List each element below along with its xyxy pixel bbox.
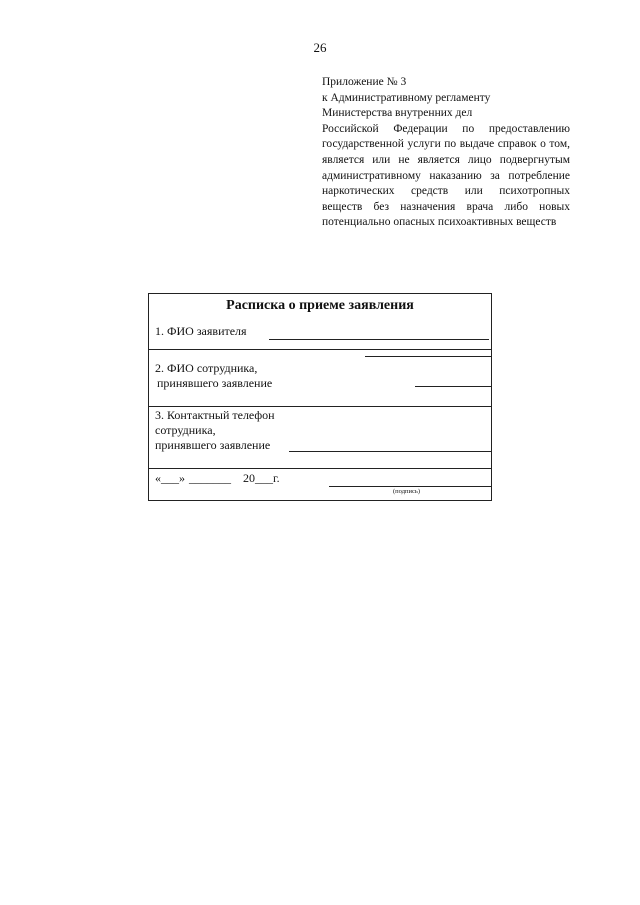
- signature-caption: (подпись): [393, 488, 420, 495]
- field-divider: [149, 349, 491, 350]
- date-month[interactable]: _______: [189, 471, 231, 485]
- receipt-form: [148, 293, 492, 501]
- field-divider: [149, 406, 491, 407]
- page-number: 26: [313, 40, 327, 55]
- applicant-name-line[interactable]: [269, 339, 489, 340]
- appendix-body-text: Российской Федерации по предоставлению государственной услуги по выдаче справок о том, является или не является лицо подвергнутым административному наказанию за потребление наркотических средств или психотропных веществ без назначения врача либо новых потенциально опасных психоактивных веществ: [322, 122, 570, 229]
- date-day[interactable]: «___»: [155, 471, 185, 485]
- appendix-title: Приложение № 3: [322, 76, 407, 88]
- employee-phone-line[interactable]: [289, 451, 491, 452]
- employee-name-label-2: принявшего заявление: [157, 376, 273, 390]
- employee-phone-label-2: сотрудника,: [155, 423, 216, 437]
- employee-name-line-bottom[interactable]: [415, 386, 491, 387]
- employee-phone-label-3: принявшего заявление: [155, 438, 271, 452]
- employee-name-line-top[interactable]: [365, 356, 491, 357]
- field-divider: [149, 468, 491, 469]
- employee-name-label-1: 2. ФИО сотрудника,: [155, 361, 258, 375]
- employee-phone-label-1: 3. Контактный телефон: [155, 408, 275, 422]
- receipt-title: Расписка о приеме заявления: [226, 298, 414, 313]
- appendix-reference-line: к Административному регламенту: [322, 91, 491, 104]
- signature-line[interactable]: [329, 486, 491, 487]
- appendix-header: [322, 75, 570, 231]
- appendix-ministry-line: Министерства внутренних дел: [322, 107, 473, 120]
- date-year[interactable]: 20___г.: [243, 471, 280, 485]
- applicant-name-label: 1. ФИО заявителя: [155, 324, 247, 338]
